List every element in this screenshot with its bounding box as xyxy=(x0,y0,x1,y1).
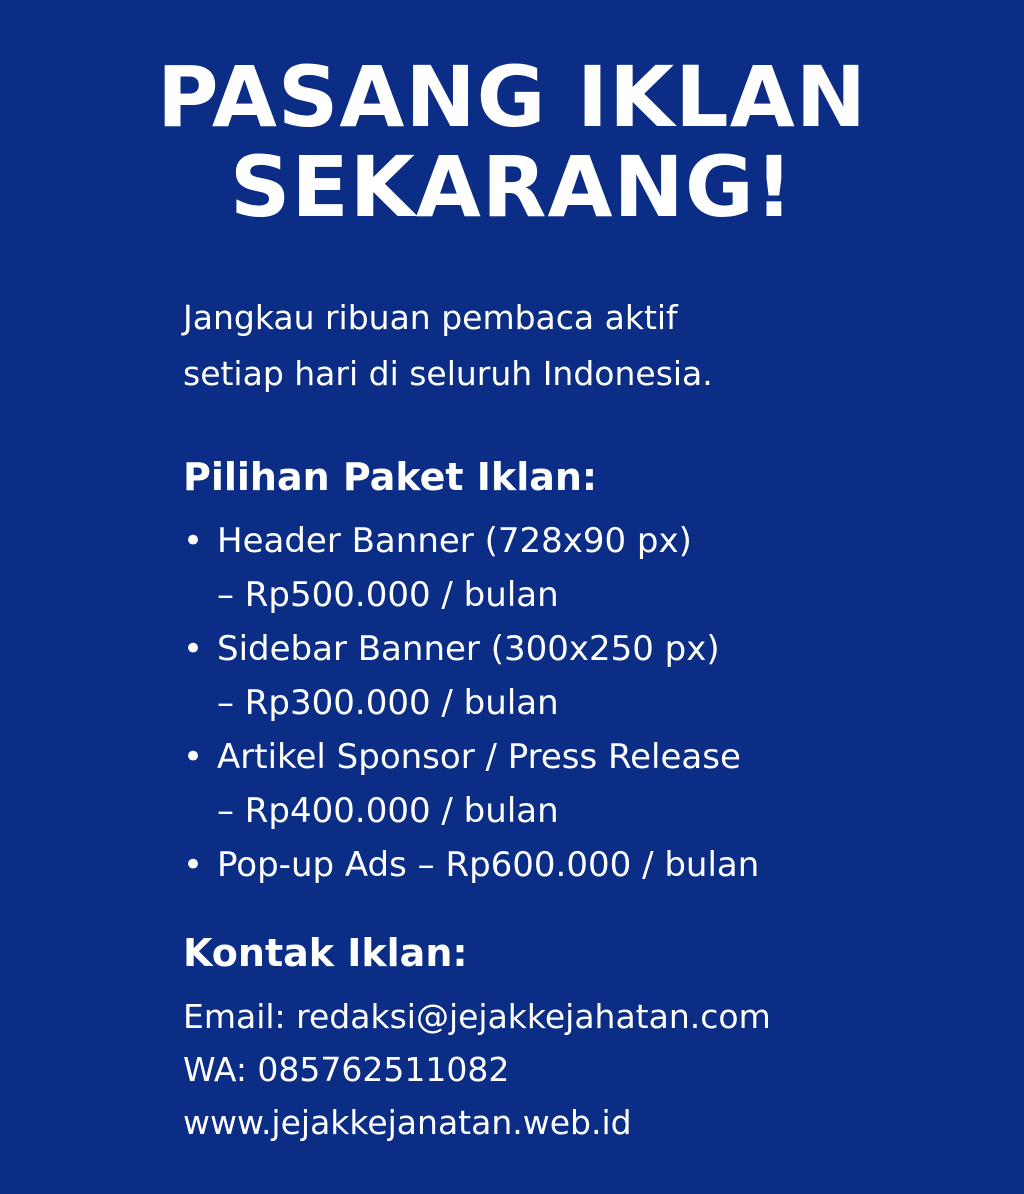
package-text xyxy=(183,622,983,730)
contact-email: Email: redaksi@jejakkejahatan.com xyxy=(183,997,771,1036)
package-name: Artikel Sponsor / Press Release xyxy=(217,737,741,777)
bullet-icon: • xyxy=(183,845,204,885)
package-price: – Rp500.000 / bulan xyxy=(217,575,559,615)
contact-details xyxy=(183,990,983,1149)
headline xyxy=(0,48,1024,236)
package-item-sidebar-banner xyxy=(183,622,983,730)
bullet-icon: • xyxy=(183,521,204,561)
packages-title: Pilihan Paket Iklan: xyxy=(183,455,598,499)
package-name: Sidebar Banner (300x250 px) xyxy=(217,629,720,669)
contact-title: Kontak Iklan: xyxy=(183,931,468,975)
tagline xyxy=(183,290,983,402)
package-item-sponsored-article xyxy=(183,730,983,838)
tagline-line-2: setiap hari di seluruh Indonesia. xyxy=(183,354,713,393)
package-list xyxy=(183,514,983,892)
headline-line-1: PASANG IKLAN xyxy=(156,48,868,146)
package-text xyxy=(183,838,983,892)
poster-content xyxy=(183,290,983,1149)
bullet-icon: • xyxy=(183,737,204,777)
contact-website: www.jejakkejanatan.web.id xyxy=(183,1103,632,1142)
package-name: Header Banner (728x90 px) xyxy=(217,521,692,561)
package-price: – Rp400.000 / bulan xyxy=(217,791,559,831)
package-text xyxy=(183,730,983,838)
tagline-line-1: Jangkau ribuan pembaca aktif xyxy=(183,298,678,337)
package-name-price: Pop-up Ads – Rp600.000 / bulan xyxy=(217,845,760,885)
package-text xyxy=(183,514,983,622)
headline-line-2: SEKARANG! xyxy=(229,138,795,236)
bullet-icon: • xyxy=(183,629,204,669)
contact-whatsapp: WA: 085762511082 xyxy=(183,1050,510,1089)
package-price: – Rp300.000 / bulan xyxy=(217,683,559,723)
package-item-popup-ads xyxy=(183,838,983,892)
package-item-header-banner xyxy=(183,514,983,622)
